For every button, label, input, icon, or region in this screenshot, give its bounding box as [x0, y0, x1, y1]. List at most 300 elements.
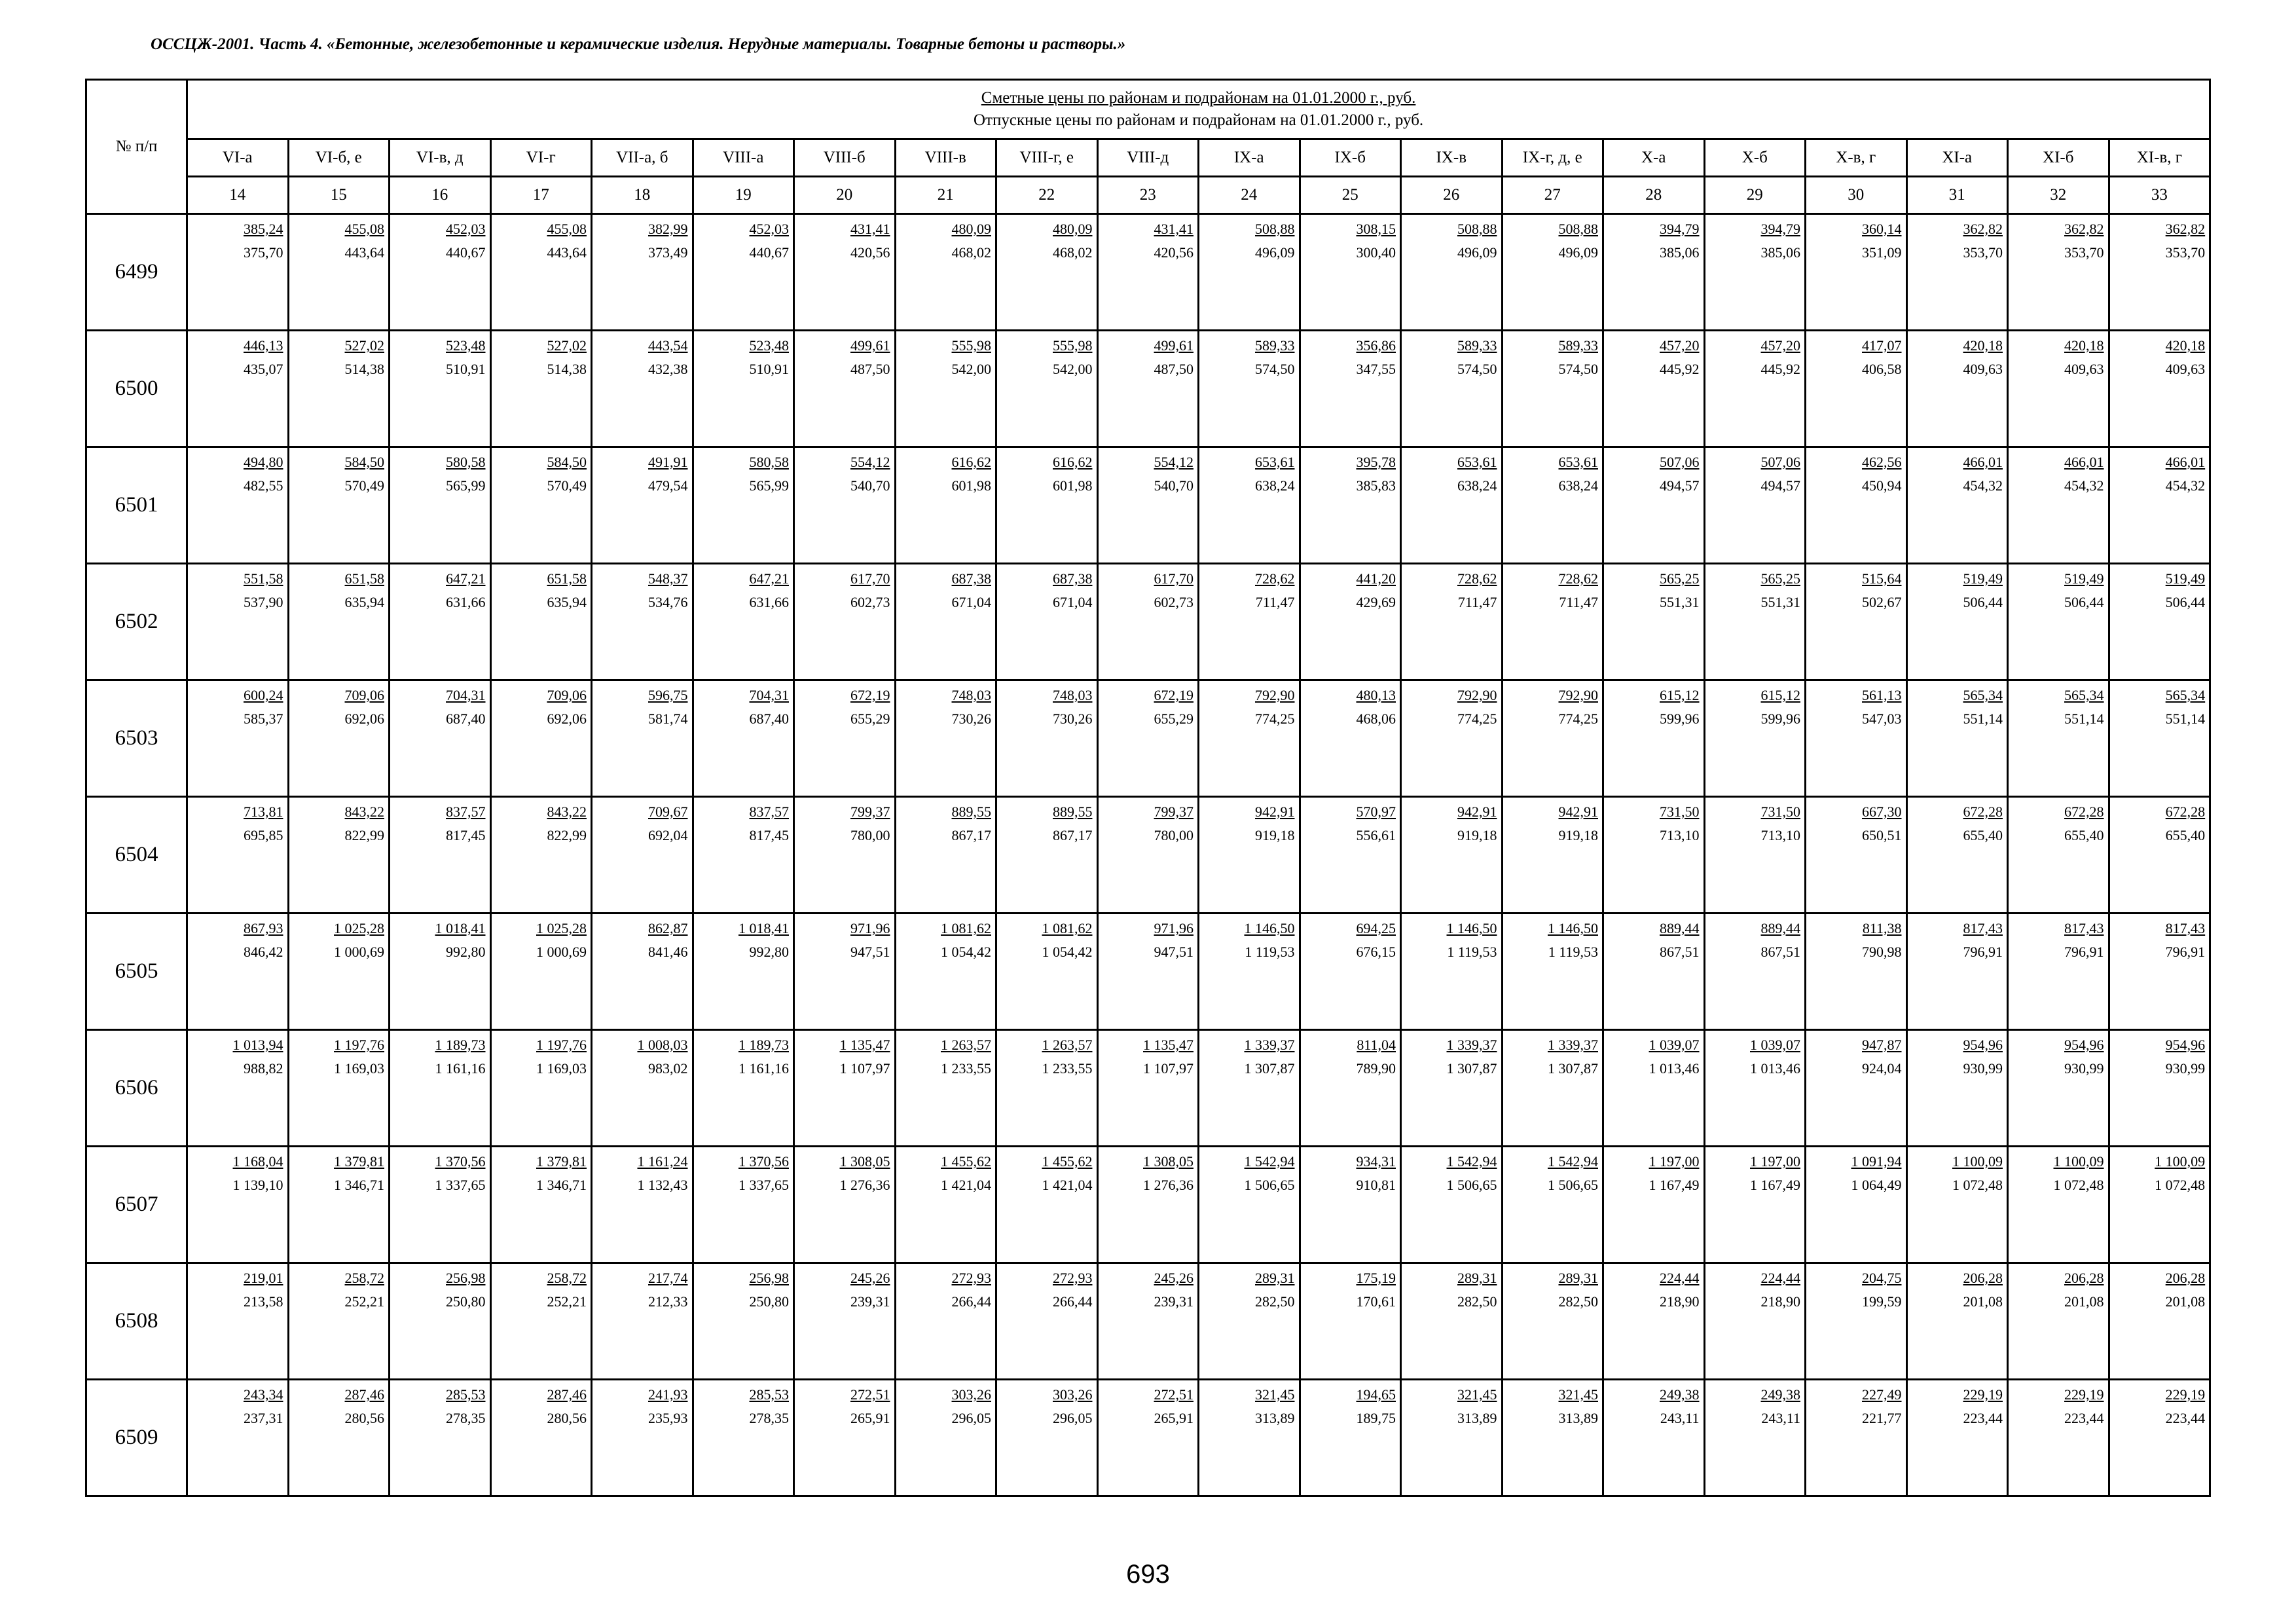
release-price: 655,29 [850, 710, 890, 727]
price-cell [490, 564, 592, 680]
estimate-price: 1 025,28 [536, 920, 587, 936]
release-price: 385,06 [1660, 244, 1700, 261]
price-cell [794, 564, 896, 680]
estimate-price: 1 339,37 [1446, 1037, 1497, 1053]
release-price: 910,81 [1356, 1177, 1396, 1193]
estimate-prices-title: Сметные цены по районам и подрайонам на 01.01.2000 г., руб. [981, 89, 1416, 107]
release-price: 930,99 [1963, 1060, 2003, 1077]
district-header: IX-в [1401, 139, 1503, 177]
column-number: 22 [996, 177, 1098, 214]
price-cell [2109, 1147, 2210, 1263]
estimate-price: 709,67 [648, 803, 688, 820]
release-price: 1 169,03 [334, 1060, 384, 1077]
estimate-price: 499,61 [1154, 337, 1194, 354]
price-cell [592, 1030, 693, 1147]
estimate-price: 954,96 [2165, 1037, 2206, 1053]
release-price: 1 107,97 [1143, 1060, 1194, 1077]
estimate-price: 1 197,76 [334, 1037, 384, 1053]
estimate-price: 224,44 [1660, 1270, 1700, 1286]
estimate-price: 1 370,56 [738, 1153, 789, 1170]
release-price: 817,45 [749, 827, 789, 843]
price-cell [288, 1147, 390, 1263]
release-price: 602,73 [1154, 594, 1194, 610]
price-cell [288, 447, 390, 564]
district-header: VIII-д [1097, 139, 1199, 177]
estimate-price: 527,02 [344, 337, 384, 354]
estimate-price: 942,91 [1457, 803, 1497, 820]
price-cell [390, 913, 491, 1030]
estimate-price: 457,20 [1660, 337, 1700, 354]
estimate-price: 480,13 [1356, 687, 1396, 703]
price-cell [1704, 1380, 1806, 1496]
estimate-price: 272,51 [1154, 1386, 1194, 1403]
estimate-price: 584,50 [344, 454, 384, 470]
column-number-row [86, 177, 2210, 214]
district-header: VIII-a [693, 139, 794, 177]
table-row [86, 680, 2210, 797]
price-cell [1502, 214, 1603, 331]
release-price: 930,99 [2165, 1060, 2206, 1077]
column-number: 24 [1199, 177, 1300, 214]
release-price: 930,99 [2064, 1060, 2104, 1077]
release-price: 1 132,43 [637, 1177, 688, 1193]
release-price: 510,91 [749, 361, 789, 377]
estimate-price: 728,62 [1558, 570, 1598, 587]
estimate-price: 1 135,47 [1143, 1037, 1194, 1053]
release-price: 252,21 [547, 1293, 587, 1310]
release-price: 1 506,65 [1244, 1177, 1295, 1193]
estimate-price: 1 542,94 [1548, 1153, 1598, 1170]
estimate-price: 1 197,00 [1649, 1153, 1700, 1170]
column-number: 17 [490, 177, 592, 214]
price-cell [1097, 680, 1199, 797]
price-cell [996, 564, 1098, 680]
release-price: 440,67 [446, 244, 486, 261]
price-cell [1603, 1380, 1705, 1496]
column-number: 27 [1502, 177, 1603, 214]
estimate-price: 817,43 [1963, 920, 2003, 936]
price-cell [1097, 564, 1199, 680]
estimate-price: 272,93 [951, 1270, 991, 1286]
price-cell [2008, 1380, 2109, 1496]
estimate-price: 1 379,81 [536, 1153, 587, 1170]
price-cell [996, 214, 1098, 331]
release-price: 482,55 [244, 477, 283, 494]
estimate-price: 229,19 [1963, 1386, 2003, 1403]
release-price: 565,99 [446, 477, 486, 494]
release-price: 919,18 [1255, 827, 1295, 843]
release-price: 487,50 [1154, 361, 1194, 377]
estimate-price: 1 018,41 [738, 920, 789, 936]
release-price: 496,09 [1457, 244, 1497, 261]
release-price: 790,98 [1862, 944, 1902, 960]
estimate-price: 565,25 [1760, 570, 1800, 587]
price-cell [592, 680, 693, 797]
price-cell [1199, 1380, 1300, 1496]
price-cell [1906, 1380, 2008, 1496]
price-cell [2109, 564, 2210, 680]
estimate-price: 947,87 [1862, 1037, 1902, 1053]
release-price: 250,80 [446, 1293, 486, 1310]
release-price: 638,24 [1255, 477, 1295, 494]
price-cell [1097, 1263, 1199, 1380]
estimate-price: 1 146,50 [1446, 920, 1497, 936]
estimate-price: 256,98 [749, 1270, 789, 1286]
release-price: 1 506,65 [1548, 1177, 1598, 1193]
price-cell [2008, 1263, 2109, 1380]
estimate-price: 600,24 [244, 687, 283, 703]
release-price: 375,70 [244, 244, 283, 261]
price-cell [2109, 1380, 2210, 1496]
estimate-price: 1 308,05 [839, 1153, 890, 1170]
row-number: 6504 [86, 797, 187, 913]
price-cell [1097, 1380, 1199, 1496]
release-price: 243,11 [1660, 1410, 1700, 1426]
release-price: 1 013,46 [1750, 1060, 1800, 1077]
price-cell [390, 447, 491, 564]
price-cell [2109, 1030, 2210, 1147]
release-price: 711,47 [1457, 594, 1497, 610]
price-cell [1300, 331, 1401, 447]
estimate-price: 1 039,07 [1750, 1037, 1800, 1053]
release-price: 487,50 [850, 361, 890, 377]
district-header-row [86, 139, 2210, 177]
price-cell [2109, 331, 2210, 447]
price-cell [1401, 797, 1503, 913]
estimate-price: 1 197,00 [1750, 1153, 1800, 1170]
price-cell [2008, 214, 2109, 331]
release-price: 947,51 [850, 944, 890, 960]
estimate-price: 748,03 [1053, 687, 1093, 703]
price-cell [2109, 214, 2210, 331]
column-number: 25 [1300, 177, 1401, 214]
release-price: 212,33 [648, 1293, 688, 1310]
estimate-price: 565,25 [1660, 570, 1700, 587]
estimate-price: 1 339,37 [1548, 1037, 1598, 1053]
estimate-price: 289,31 [1255, 1270, 1295, 1286]
release-price: 406,58 [1862, 361, 1902, 377]
release-price: 506,44 [2064, 594, 2104, 610]
price-cell [1603, 680, 1705, 797]
table-row [86, 1380, 2210, 1496]
estimate-price: 441,20 [1356, 570, 1396, 587]
release-price: 170,61 [1356, 1293, 1396, 1310]
price-cell [1502, 680, 1603, 797]
estimate-price: 667,30 [1862, 803, 1902, 820]
release-price: 574,50 [1255, 361, 1295, 377]
column-number: 20 [794, 177, 896, 214]
release-price: 1 337,65 [435, 1177, 486, 1193]
estimate-price: 206,28 [2165, 1270, 2206, 1286]
page-number: 693 [1126, 1560, 1170, 1589]
price-cell [592, 214, 693, 331]
release-price: 1 072,48 [2155, 1177, 2206, 1193]
estimate-price: 570,97 [1356, 803, 1396, 820]
price-cell [187, 564, 289, 680]
estimate-price: 934,31 [1356, 1153, 1396, 1170]
release-price: 822,99 [344, 827, 384, 843]
column-number: 15 [288, 177, 390, 214]
district-header: VI-в, д [390, 139, 491, 177]
release-price: 846,42 [244, 944, 283, 960]
price-cell [390, 680, 491, 797]
price-cell [1704, 331, 1806, 447]
release-price: 581,74 [648, 710, 688, 727]
estimate-price: 889,55 [951, 803, 991, 820]
estimate-price: 1 197,76 [536, 1037, 587, 1053]
estimate-price: 258,72 [344, 1270, 384, 1286]
price-table-title [187, 80, 2210, 139]
price-cell [1401, 1263, 1503, 1380]
estimate-price: 480,09 [951, 221, 991, 237]
estimate-price: 954,96 [1963, 1037, 2003, 1053]
estimate-price: 362,82 [2165, 221, 2206, 237]
estimate-price: 1 189,73 [435, 1037, 486, 1053]
release-price: 631,66 [749, 594, 789, 610]
release-price: 1 072,48 [1952, 1177, 2003, 1193]
price-cell [1401, 913, 1503, 1030]
estimate-price: 615,12 [1660, 687, 1700, 703]
column-number: 32 [2008, 177, 2109, 214]
price-cell [1502, 1380, 1603, 1496]
estimate-price: 1 081,62 [941, 920, 991, 936]
price-cell [794, 1147, 896, 1263]
price-cell [1097, 214, 1199, 331]
estimate-price: 1 455,62 [941, 1153, 991, 1170]
estimate-price: 653,61 [1457, 454, 1497, 470]
price-cell [592, 447, 693, 564]
release-price: 223,44 [2064, 1410, 2104, 1426]
price-cell [1502, 447, 1603, 564]
price-cell [1300, 1147, 1401, 1263]
price-cell [1300, 797, 1401, 913]
price-cell [1906, 214, 2008, 331]
price-cell [895, 1380, 996, 1496]
price-cell [2109, 797, 2210, 913]
release-price: 692,04 [648, 827, 688, 843]
estimate-price: 289,31 [1558, 1270, 1598, 1286]
estimate-price: 554,12 [1154, 454, 1194, 470]
price-cell [996, 331, 1098, 447]
estimate-price: 360,14 [1862, 221, 1902, 237]
estimate-price: 256,98 [446, 1270, 486, 1286]
price-cell [2008, 913, 2109, 1030]
row-number: 6506 [86, 1030, 187, 1147]
table-title-row [86, 80, 2210, 139]
estimate-price: 1 025,28 [334, 920, 384, 936]
release-price: 551,31 [1660, 594, 1700, 610]
release-price: 1 161,16 [435, 1060, 486, 1077]
release-price: 201,08 [2064, 1293, 2104, 1310]
estimate-price: 843,22 [344, 803, 384, 820]
estimate-price: 616,62 [951, 454, 991, 470]
estimate-price: 565,34 [2064, 687, 2104, 703]
table-row [86, 797, 2210, 913]
release-price: 599,96 [1760, 710, 1800, 727]
release-price: 655,40 [2064, 827, 2104, 843]
release-price: 542,00 [951, 361, 991, 377]
estimate-price: 508,88 [1558, 221, 1598, 237]
release-price: 1 064,49 [1851, 1177, 1902, 1193]
release-price: 540,70 [850, 477, 890, 494]
release-price: 250,80 [749, 1293, 789, 1310]
release-price: 635,94 [547, 594, 587, 610]
price-cell [187, 1263, 289, 1380]
price-cell [1603, 913, 1705, 1030]
estimate-price: 1 339,37 [1244, 1037, 1295, 1053]
release-price: 201,08 [1963, 1293, 2003, 1310]
price-cell [895, 1263, 996, 1380]
district-header: XI-a [1906, 139, 2008, 177]
release-price: 774,25 [1457, 710, 1497, 727]
price-cell [1806, 1263, 1907, 1380]
estimate-price: 799,37 [1154, 803, 1194, 820]
price-cell [490, 680, 592, 797]
release-price: 789,90 [1356, 1060, 1396, 1077]
price-cell [1806, 214, 1907, 331]
release-price: 601,98 [1053, 477, 1093, 494]
price-cell [693, 1380, 794, 1496]
release-price: 282,50 [1558, 1293, 1598, 1310]
price-cell [996, 913, 1098, 1030]
release-price: 409,63 [1963, 361, 2003, 377]
price-cell [2008, 680, 2109, 797]
table-row [86, 564, 2210, 680]
release-price: 542,00 [1053, 361, 1093, 377]
price-cell [693, 1263, 794, 1380]
estimate-price: 1 039,07 [1649, 1037, 1700, 1053]
estimate-price: 480,09 [1053, 221, 1093, 237]
estimate-price: 709,06 [344, 687, 384, 703]
release-price: 280,56 [547, 1410, 587, 1426]
release-price: 189,75 [1356, 1410, 1396, 1426]
release-price: 671,04 [1053, 594, 1093, 610]
release-price: 601,98 [951, 477, 991, 494]
estimate-price: 672,28 [2165, 803, 2206, 820]
release-price: 1 119,53 [1548, 944, 1598, 960]
estimate-price: 523,48 [446, 337, 486, 354]
price-cell [1806, 564, 1907, 680]
estimate-price: 321,45 [1558, 1386, 1598, 1403]
estimate-price: 289,31 [1457, 1270, 1497, 1286]
price-cell [996, 1263, 1098, 1380]
release-price: 602,73 [850, 594, 890, 610]
release-price: 551,14 [2165, 710, 2206, 727]
price-cell [1097, 1030, 1199, 1147]
estimate-price: 455,08 [547, 221, 587, 237]
price-cell [187, 1147, 289, 1263]
estimate-price: 217,74 [648, 1270, 688, 1286]
price-cell [1906, 1147, 2008, 1263]
price-cell [895, 1030, 996, 1147]
release-price: 282,50 [1457, 1293, 1497, 1310]
price-cell [1806, 1030, 1907, 1147]
estimate-price: 321,45 [1255, 1386, 1295, 1403]
estimate-price: 653,61 [1255, 454, 1295, 470]
release-price: 547,03 [1862, 710, 1902, 727]
table-row [86, 331, 2210, 447]
release-price: 687,40 [749, 710, 789, 727]
release-price: 454,32 [1963, 477, 2003, 494]
price-cell [2008, 331, 2109, 447]
estimate-price: 491,91 [648, 454, 688, 470]
price-cell [1806, 913, 1907, 1030]
release-price: 468,02 [1053, 244, 1093, 261]
estimate-price: 523,48 [749, 337, 789, 354]
price-cell [1502, 913, 1603, 1030]
estimate-price: 647,21 [446, 570, 486, 587]
release-price: 711,47 [1255, 594, 1295, 610]
estimate-price: 1 379,81 [334, 1153, 384, 1170]
estimate-price: 395,78 [1356, 454, 1396, 470]
row-number: 6500 [86, 331, 187, 447]
estimate-price: 1 091,94 [1851, 1153, 1902, 1170]
release-price: 983,02 [648, 1060, 688, 1077]
estimate-price: 731,50 [1760, 803, 1800, 820]
estimate-price: 580,58 [446, 454, 486, 470]
price-cell [794, 680, 896, 797]
estimate-price: 1 263,57 [941, 1037, 991, 1053]
release-prices-title: Отпускные цены по районам и подрайонам на 01.01.2000 г., руб. [974, 111, 1424, 129]
release-price: 713,10 [1660, 827, 1700, 843]
price-cell [1199, 564, 1300, 680]
price-cell [794, 331, 896, 447]
district-header: VI-б, е [288, 139, 390, 177]
estimate-price: 1 146,50 [1548, 920, 1598, 936]
release-price: 867,51 [1760, 944, 1800, 960]
release-price: 313,89 [1457, 1410, 1497, 1426]
release-price: 1 013,46 [1649, 1060, 1700, 1077]
release-price: 353,70 [1963, 244, 2003, 261]
release-price: 420,56 [1154, 244, 1194, 261]
release-price: 780,00 [850, 827, 890, 843]
row-number: 6508 [86, 1263, 187, 1380]
estimate-price: 843,22 [547, 803, 587, 820]
price-cell [794, 1263, 896, 1380]
estimate-price: 728,62 [1457, 570, 1497, 587]
price-cell [592, 1380, 693, 1496]
price-cell [1603, 447, 1705, 564]
estimate-price: 651,58 [344, 570, 384, 587]
release-price: 1 337,65 [738, 1177, 789, 1193]
release-price: 429,69 [1356, 594, 1396, 610]
release-price: 1 119,53 [1245, 944, 1295, 960]
estimate-price: 1 189,73 [738, 1037, 789, 1053]
table-row [86, 214, 2210, 331]
release-price: 351,09 [1862, 244, 1902, 261]
estimate-price: 243,34 [244, 1386, 283, 1403]
release-price: 1 421,04 [941, 1177, 991, 1193]
estimate-price: 1 308,05 [1143, 1153, 1194, 1170]
release-price: 919,18 [1558, 827, 1598, 843]
price-cell [2109, 913, 2210, 1030]
release-price: 201,08 [2165, 1293, 2206, 1310]
column-number: 29 [1704, 177, 1806, 214]
district-header: VII-а, б [592, 139, 693, 177]
release-price: 730,26 [951, 710, 991, 727]
release-price: 296,05 [1053, 1410, 1093, 1426]
release-price: 796,91 [2064, 944, 2104, 960]
release-price: 443,64 [547, 244, 587, 261]
estimate-price: 499,61 [850, 337, 890, 354]
release-price: 1 072,48 [2053, 1177, 2104, 1193]
estimate-price: 555,98 [1053, 337, 1093, 354]
price-cell [1806, 1147, 1907, 1263]
table-row [86, 1263, 2210, 1380]
estimate-price: 446,13 [244, 337, 283, 354]
price-cell [1401, 214, 1503, 331]
column-number: 23 [1097, 177, 1199, 214]
